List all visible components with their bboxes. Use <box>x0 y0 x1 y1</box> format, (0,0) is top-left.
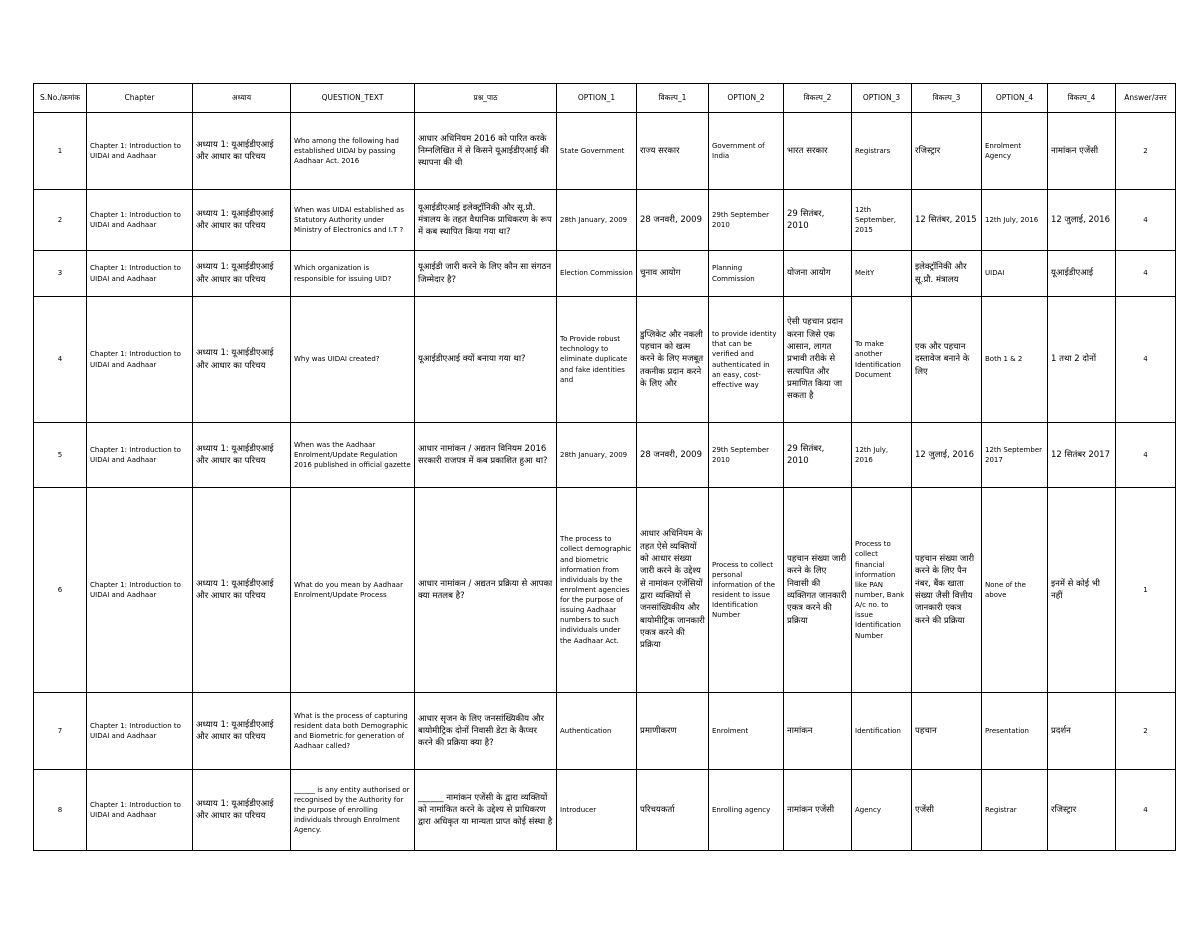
cell-option-3: MeitY <box>852 251 912 297</box>
cell-option-3-hindi: रजिस्ट्रार <box>912 113 982 190</box>
cell-sno: 1 <box>34 113 87 190</box>
cell-chapter: Chapter 1: Introduction to UIDAI and Aadhaar <box>87 488 193 693</box>
cell-answer: 2 <box>1116 693 1176 770</box>
header-question-text-hindi: प्रश्न_पाठ <box>415 84 557 113</box>
cell-option-4-hindi: 1 तथा 2 दोनों <box>1048 297 1116 423</box>
cell-option-1: Election Commission <box>557 251 637 297</box>
cell-option-1-hindi: प्रमाणीकरण <box>637 693 709 770</box>
cell-answer: 2 <box>1116 113 1176 190</box>
cell-chapter: Chapter 1: Introduction to UIDAI and Aadhaar <box>87 190 193 251</box>
cell-chapter: Chapter 1: Introduction to UIDAI and Aadhaar <box>87 693 193 770</box>
cell-question-text-hindi: यूआईडीएआई इलेक्ट्रॉनिकी और सू.प्रौ. मंत्रालय के तहत वैधानिक प्राधिकरण के रूप में कब स्थापित किया गया था? <box>415 190 557 251</box>
cell-question-text-hindi: आधार नामांकन / अद्यतन प्रक्रिया से आपका क्या मतलब है? <box>415 488 557 693</box>
cell-question-text: What is the process of capturing resident data both Demographic and Biometric for generation of Aadhaar called? <box>291 693 415 770</box>
header-option-4-hindi: विकल्प_4 <box>1048 84 1116 113</box>
header-chapter: Chapter <box>87 84 193 113</box>
cell-chapter-hindi: अध्याय 1: यूआईडीएआई और आधार का परिचय <box>193 693 291 770</box>
cell-option-2: 29th September 2010 <box>709 423 784 488</box>
cell-option-3-hindi: पहचान संख्या जारी करने के लिए पैन नंबर, बैंक खाता संख्या जैसी वित्तीय जानकारी एकत्र करने की प्रक्रिया <box>912 488 982 693</box>
cell-option-3: 12th September, 2015 <box>852 190 912 251</box>
cell-question-text: What do you mean by Aadhaar Enrolment/Update Process <box>291 488 415 693</box>
cell-option-1-hindi: आधार अधिनियम के तहत ऐसे व्यक्तियों को आधार संख्या जारी करने के उद्देश्य से नामांकन एजेंसियों द्वारा व्यक्तियों से जनसांख्यिकीय और बायोमीट्रिक जानकारी एकत्र करने की प्रक्रिया <box>637 488 709 693</box>
cell-option-4: Both 1 & 2 <box>982 297 1048 423</box>
cell-option-4: 12th September 2017 <box>982 423 1048 488</box>
cell-question-text: ______ is any entity authorised or recognised by the Authority for the purpose of enrolling individuals through Enrolment Agency. <box>291 770 415 851</box>
cell-option-2: 29th September 2010 <box>709 190 784 251</box>
cell-option-2-hindi: ऐसी पहचान प्रदान करना जिसे एक आसान, लागत प्रभावी तरीके से सत्यापित और प्रमाणित किया जा सकता है <box>784 297 852 423</box>
cell-option-4: UIDAI <box>982 251 1048 297</box>
cell-option-4-hindi: नामांकन एजेंसी <box>1048 113 1116 190</box>
cell-chapter-hindi: अध्याय 1: यूआईडीएआई और आधार का परिचय <box>193 770 291 851</box>
cell-question-text: Why was UIDAI created? <box>291 297 415 423</box>
table-row <box>34 113 1176 190</box>
cell-option-3: Process to collect financial information like PAN number, Bank A/c no. to issue Identification Number <box>852 488 912 693</box>
cell-question-text-hindi: ______ नामांकन एजेंसी के द्वारा व्यक्तियों को नामांकित करने के उद्देश्य से प्राधिकरण द्वारा अधिकृत या मान्यता प्राप्त कोई संस्था है <box>415 770 557 851</box>
cell-option-3: To make another Identification Document <box>852 297 912 423</box>
cell-chapter-hindi: अध्याय 1: यूआईडीएआई और आधार का परिचय <box>193 113 291 190</box>
cell-option-4-hindi: 12 जुलाई, 2016 <box>1048 190 1116 251</box>
table-row <box>34 423 1176 488</box>
cell-chapter-hindi: अध्याय 1: यूआईडीएआई और आधार का परिचय <box>193 251 291 297</box>
cell-chapter-hindi: अध्याय 1: यूआईडीएआई और आधार का परिचय <box>193 190 291 251</box>
cell-option-2-hindi: 29 सितंबर, 2010 <box>784 190 852 251</box>
cell-option-1: To Provide robust technology to eliminate duplicate and fake identities and <box>557 297 637 423</box>
cell-option-2: Process to collect personal information of the resident to issue Identification Number <box>709 488 784 693</box>
cell-option-2: Planning Commission <box>709 251 784 297</box>
header-option-1: OPTION_1 <box>557 84 637 113</box>
cell-option-2: Enrolment <box>709 693 784 770</box>
table-row <box>34 297 1176 423</box>
cell-option-1-hindi: डुप्लिकेट और नकली पहचान को खत्म करने के लिए मजबूत तकनीक प्रदान करने के लिए और <box>637 297 709 423</box>
cell-option-3-hindi: 12 सितंबर, 2015 <box>912 190 982 251</box>
cell-option-3: Identification <box>852 693 912 770</box>
cell-option-3-hindi: पहचान <box>912 693 982 770</box>
cell-answer: 4 <box>1116 423 1176 488</box>
cell-option-4: None of the above <box>982 488 1048 693</box>
cell-chapter: Chapter 1: Introduction to UIDAI and Aadhaar <box>87 113 193 190</box>
header-option-4: OPTION_4 <box>982 84 1048 113</box>
cell-option-4: Registrar <box>982 770 1048 851</box>
cell-option-2: Enrolling agency <box>709 770 784 851</box>
header-answer: Answer/उत्तर <box>1116 84 1176 113</box>
header-option-2: OPTION_2 <box>709 84 784 113</box>
cell-answer: 4 <box>1116 190 1176 251</box>
cell-sno: 7 <box>34 693 87 770</box>
cell-option-3: Agency <box>852 770 912 851</box>
cell-option-2-hindi: नामांकन एजेंसी <box>784 770 852 851</box>
cell-answer: 4 <box>1116 770 1176 851</box>
cell-option-3-hindi: एजेंसी <box>912 770 982 851</box>
cell-chapter-hindi: अध्याय 1: यूआईडीएआई और आधार का परिचय <box>193 297 291 423</box>
cell-chapter-hindi: अध्याय 1: यूआईडीएआई और आधार का परिचय <box>193 488 291 693</box>
header-question-text: QUESTION_TEXT <box>291 84 415 113</box>
cell-option-2-hindi: 29 सितंबर, 2010 <box>784 423 852 488</box>
table-row <box>34 488 1176 693</box>
cell-option-2: to provide identity that can be verified and authenticated in an easy, cost-effective way <box>709 297 784 423</box>
cell-question-text: When was the Aadhaar Enrolment/Update Regulation 2016 published in official gazette <box>291 423 415 488</box>
cell-sno: 4 <box>34 297 87 423</box>
cell-option-3: 12th July, 2016 <box>852 423 912 488</box>
cell-option-1-hindi: परिचयकर्ता <box>637 770 709 851</box>
cell-question-text: When was UIDAI established as Statutory Authority under Ministry of Electronics and I.T ? <box>291 190 415 251</box>
header-row <box>34 84 1176 113</box>
question-bank-sheet <box>33 83 1175 851</box>
cell-option-2-hindi: पहचान संख्या जारी करने के लिए निवासी की व्यक्तिगत जानकारी एकत्र करने की प्रक्रिया <box>784 488 852 693</box>
cell-option-1-hindi: राज्य सरकार <box>637 113 709 190</box>
cell-option-3-hindi: इलेक्ट्रॉनिकी और सू.प्रौ. मंत्रालय <box>912 251 982 297</box>
cell-sno: 5 <box>34 423 87 488</box>
cell-option-1: Authentication <box>557 693 637 770</box>
cell-option-4-hindi: यूआईडीएआई <box>1048 251 1116 297</box>
cell-option-3: Registrars <box>852 113 912 190</box>
cell-sno: 3 <box>34 251 87 297</box>
cell-option-2-hindi: योजना आयोग <box>784 251 852 297</box>
cell-option-4-hindi: 12 सितंबर 2017 <box>1048 423 1116 488</box>
cell-option-1-hindi: चुनाव आयोग <box>637 251 709 297</box>
cell-chapter: Chapter 1: Introduction to UIDAI and Aadhaar <box>87 297 193 423</box>
cell-sno: 8 <box>34 770 87 851</box>
cell-sno: 2 <box>34 190 87 251</box>
cell-option-1: The process to collect demographic and biometric information from individuals by the enrolment agencies for the purpose of issuing Aadhaar numbers to such individuals under the Aadhaar Act. <box>557 488 637 693</box>
cell-question-text: Who among the following had established UIDAI by passing Aadhaar Act. 2016 <box>291 113 415 190</box>
cell-answer: 4 <box>1116 251 1176 297</box>
cell-option-4: 12th July, 2016 <box>982 190 1048 251</box>
cell-question-text-hindi: आधार सृजन के लिए जनसांख्यिकीय और बायोमीट्रिक दोनों निवासी डेटा के कैप्चर करने की प्रक्रिया क्या है? <box>415 693 557 770</box>
header-sno: S.No./क्रमांक <box>34 84 87 113</box>
table-row <box>34 693 1176 770</box>
cell-option-1: 28th January, 2009 <box>557 423 637 488</box>
cell-option-2: Government of India <box>709 113 784 190</box>
table-row <box>34 770 1176 851</box>
cell-option-2-hindi: नामांकन <box>784 693 852 770</box>
cell-question-text-hindi: यूआईडीएआई क्यों बनाया गया था? <box>415 297 557 423</box>
cell-option-3-hindi: 12 जुलाई, 2016 <box>912 423 982 488</box>
table-row <box>34 251 1176 297</box>
cell-option-4: Presentation <box>982 693 1048 770</box>
cell-option-1: State Government <box>557 113 637 190</box>
cell-option-4-hindi: रजिस्ट्रार <box>1048 770 1116 851</box>
header-option-1-hindi: विकल्प_1 <box>637 84 709 113</box>
cell-option-4-hindi: प्रदर्शन <box>1048 693 1116 770</box>
header-option-3: OPTION_3 <box>852 84 912 113</box>
cell-option-1-hindi: 28 जनवरी, 2009 <box>637 423 709 488</box>
cell-question-text-hindi: आधार नामांकन / अद्यतन विनियम 2016 सरकारी राजपत्र में कब प्रकाशित हुआ था? <box>415 423 557 488</box>
header-option-2-hindi: विकल्प_2 <box>784 84 852 113</box>
cell-answer: 4 <box>1116 297 1176 423</box>
cell-answer: 1 <box>1116 488 1176 693</box>
cell-question-text-hindi: यूआईडी जारी करने के लिए कौन सा संगठन जिम्मेदार है? <box>415 251 557 297</box>
cell-option-1: 28th January, 2009 <box>557 190 637 251</box>
cell-chapter: Chapter 1: Introduction to UIDAI and Aadhaar <box>87 770 193 851</box>
cell-option-3-hindi: एक और पहचान दस्तावेज बनाने के लिए <box>912 297 982 423</box>
cell-option-2-hindi: भारत सरकार <box>784 113 852 190</box>
header-option-3-hindi: विकल्प_3 <box>912 84 982 113</box>
cell-chapter-hindi: अध्याय 1: यूआईडीएआई और आधार का परिचय <box>193 423 291 488</box>
cell-chapter: Chapter 1: Introduction to UIDAI and Aadhaar <box>87 251 193 297</box>
cell-option-1-hindi: 28 जनवरी, 2009 <box>637 190 709 251</box>
cell-chapter: Chapter 1: Introduction to UIDAI and Aadhaar <box>87 423 193 488</box>
table-row <box>34 190 1176 251</box>
cell-question-text-hindi: आधार अधिनियम 2016 को पारित करके निम्नलिखित में से किसने यूआईडीएआई की स्थापना की थी <box>415 113 557 190</box>
cell-option-4-hindi: इनमें से कोई भी नहीं <box>1048 488 1116 693</box>
header-chapter-hindi: अध्याय <box>193 84 291 113</box>
cell-sno: 6 <box>34 488 87 693</box>
cell-option-1: Introducer <box>557 770 637 851</box>
question-table <box>33 83 1176 851</box>
cell-option-4: Enrolment Agency <box>982 113 1048 190</box>
cell-question-text: Which organization is responsible for issuing UID? <box>291 251 415 297</box>
